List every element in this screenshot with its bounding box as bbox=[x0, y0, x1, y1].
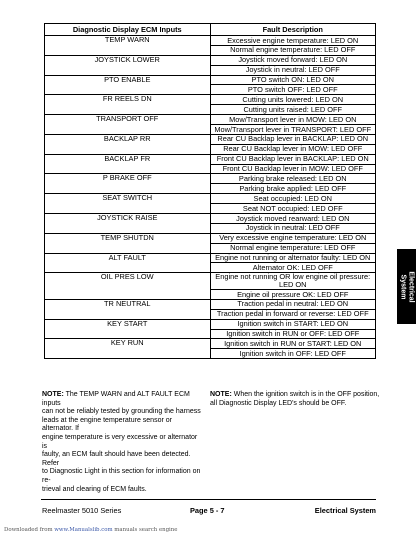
fault-description-cell: Normal engine temperature: LED OFF bbox=[210, 45, 376, 55]
fault-description-cell: Joystick moved rearward: LED ON bbox=[210, 214, 376, 224]
fault-description-cell: Very excessive engine temperature: LED ON bbox=[210, 233, 376, 243]
note-left: NOTE: The TEMP WARN and ALT FAULT ECM inputs can not be reliably tested by grounding the harness leads at the engine temperature sensor or alternator. If engine temperature is very excessive or alternator is faulty, an ECM fault should have been detected. Refer to Diagnostic Light in this section for information on re- trieval and clearing of ECM faults. bbox=[42, 391, 201, 493]
fault-description-cell: Ignition switch in RUN or START: LED ON bbox=[210, 339, 376, 349]
table-row bbox=[45, 36, 376, 46]
table-header-row bbox=[45, 24, 376, 36]
ecm-input-cell: ALT FAULT bbox=[45, 253, 211, 273]
note-right-label: NOTE: bbox=[210, 391, 232, 398]
fault-description-cell: Seat occupied: LED ON bbox=[210, 194, 376, 204]
fault-description-cell: Front CU Backlap lever in MOW: LED OFF bbox=[210, 164, 376, 174]
section-tab[interactable] bbox=[397, 249, 416, 324]
ecm-input-cell: BACKLAP RR bbox=[45, 134, 211, 154]
ecm-input-cell: JOYSTICK LOWER bbox=[45, 55, 211, 75]
fault-description-cell: Mow/Transport lever in TRANSPORT: LED OFF bbox=[210, 125, 376, 135]
table-row bbox=[45, 115, 376, 125]
ecm-input-cell: KEY RUN bbox=[45, 339, 211, 359]
fault-description-cell: Cutting units lowered: LED ON bbox=[210, 95, 376, 105]
table-row bbox=[45, 233, 376, 243]
fault-description-cell: Ignition switch in OFF: LED OFF bbox=[210, 349, 376, 359]
ecm-input-cell: KEY START bbox=[45, 319, 211, 339]
fault-description-cell: Excessive engine temperature: LED ON bbox=[210, 36, 376, 46]
ecm-input-cell: TRANSPORT OFF bbox=[45, 115, 211, 135]
table-row bbox=[45, 214, 376, 224]
fault-description-cell: Engine not running OR low engine oil pressure: LED ON bbox=[210, 273, 376, 290]
ecm-input-cell: JOYSTICK RAISE bbox=[45, 214, 211, 234]
table-row bbox=[45, 134, 376, 144]
fault-description-cell: Joystick moved forward: LED ON bbox=[210, 55, 376, 65]
fault-description-cell: Traction pedal in neutral: LED ON bbox=[210, 299, 376, 309]
fault-description-cell: Front CU Backlap lever in BACKLAP: LED ON bbox=[210, 154, 376, 164]
fault-description-cell: Mow/Transport lever in MOW: LED ON bbox=[210, 115, 376, 125]
fault-description-cell: Ignition switch in START: LED ON bbox=[210, 319, 376, 329]
column-header-inputs: Diagnostic Display ECM Inputs bbox=[45, 24, 211, 36]
fault-description-cell: Cutting units raised: LED OFF bbox=[210, 105, 376, 115]
ecm-input-cell: TR NEUTRAL bbox=[45, 299, 211, 319]
footer-section-name: Electrical System bbox=[314, 506, 376, 515]
fault-description-cell: PTO switch ON: LED ON bbox=[210, 75, 376, 85]
fault-description-cell: Rear CU Backlap lever in BACKLAP: LED ON bbox=[210, 134, 376, 144]
fault-description-cell: Parking brake applied: LED OFF bbox=[210, 184, 376, 194]
table-body bbox=[45, 36, 376, 359]
table-row bbox=[45, 154, 376, 164]
fault-description-cell: Engine not running or alternator faulty: LED ON bbox=[210, 253, 376, 263]
fault-description-cell: Engine oil pressure OK: LED OFF bbox=[210, 289, 376, 299]
ecm-inputs-table bbox=[44, 23, 376, 359]
footer-divider bbox=[41, 499, 376, 500]
fault-description-cell: Joystick in neutral: LED OFF bbox=[210, 223, 376, 233]
fault-description-cell: Seat NOT occupied: LED OFF bbox=[210, 204, 376, 214]
footer-manual-title: Reelmaster 5010 Series bbox=[42, 506, 122, 515]
table-row bbox=[45, 299, 376, 309]
section-tab-label: Electrical System bbox=[399, 270, 415, 303]
ecm-input-cell: SEAT SWITCH bbox=[45, 194, 211, 214]
fault-description-cell: PTO switch OFF: LED OFF bbox=[210, 85, 376, 95]
fault-description-cell: Parking brake released: LED ON bbox=[210, 174, 376, 184]
note-right: NOTE: When the ignition switch is in the OFF position, all Diagnostic Display LED's should be OFF. bbox=[210, 391, 380, 407]
ecm-input-cell: TEMP SHUTDN bbox=[45, 233, 211, 253]
ecm-input-cell: BACKLAP FR bbox=[45, 154, 211, 174]
table-row bbox=[45, 55, 376, 65]
table-row bbox=[45, 194, 376, 204]
ecm-input-cell: PTO ENABLE bbox=[45, 75, 211, 95]
footer-page-number: Page 5 - 7 bbox=[190, 506, 225, 515]
fault-description-cell: Alternator OK: LED OFF bbox=[210, 263, 376, 273]
fault-description-cell: Rear CU Backlap lever in MOW: LED OFF bbox=[210, 144, 376, 154]
fault-description-cell: Normal engine temperature: LED OFF bbox=[210, 243, 376, 253]
table-row bbox=[45, 174, 376, 184]
table-row bbox=[45, 319, 376, 329]
table-row bbox=[45, 339, 376, 349]
ecm-input-cell: FR REELS DN bbox=[45, 95, 211, 115]
ecm-input-cell: OIL PRES LOW bbox=[45, 273, 211, 299]
table-row bbox=[45, 253, 376, 263]
table-row bbox=[45, 75, 376, 85]
note-left-label: NOTE: bbox=[42, 391, 64, 398]
ecm-input-cell: TEMP WARN bbox=[45, 36, 211, 56]
download-notice: Downloaded from www.Manualslib.com manuals search engine bbox=[4, 527, 178, 533]
manualslib-link[interactable]: www.Manualslib.com bbox=[54, 527, 113, 533]
fault-description-cell: Traction pedal in forward or reverse: LED OFF bbox=[210, 309, 376, 319]
table-row bbox=[45, 95, 376, 105]
fault-description-cell: Joystick in neutral: LED OFF bbox=[210, 65, 376, 75]
ecm-input-cell: P BRAKE OFF bbox=[45, 174, 211, 194]
column-header-fault: Fault Description bbox=[210, 24, 376, 36]
fault-description-cell: Ignition switch in RUN or OFF: LED OFF bbox=[210, 329, 376, 339]
table-row bbox=[45, 273, 376, 290]
